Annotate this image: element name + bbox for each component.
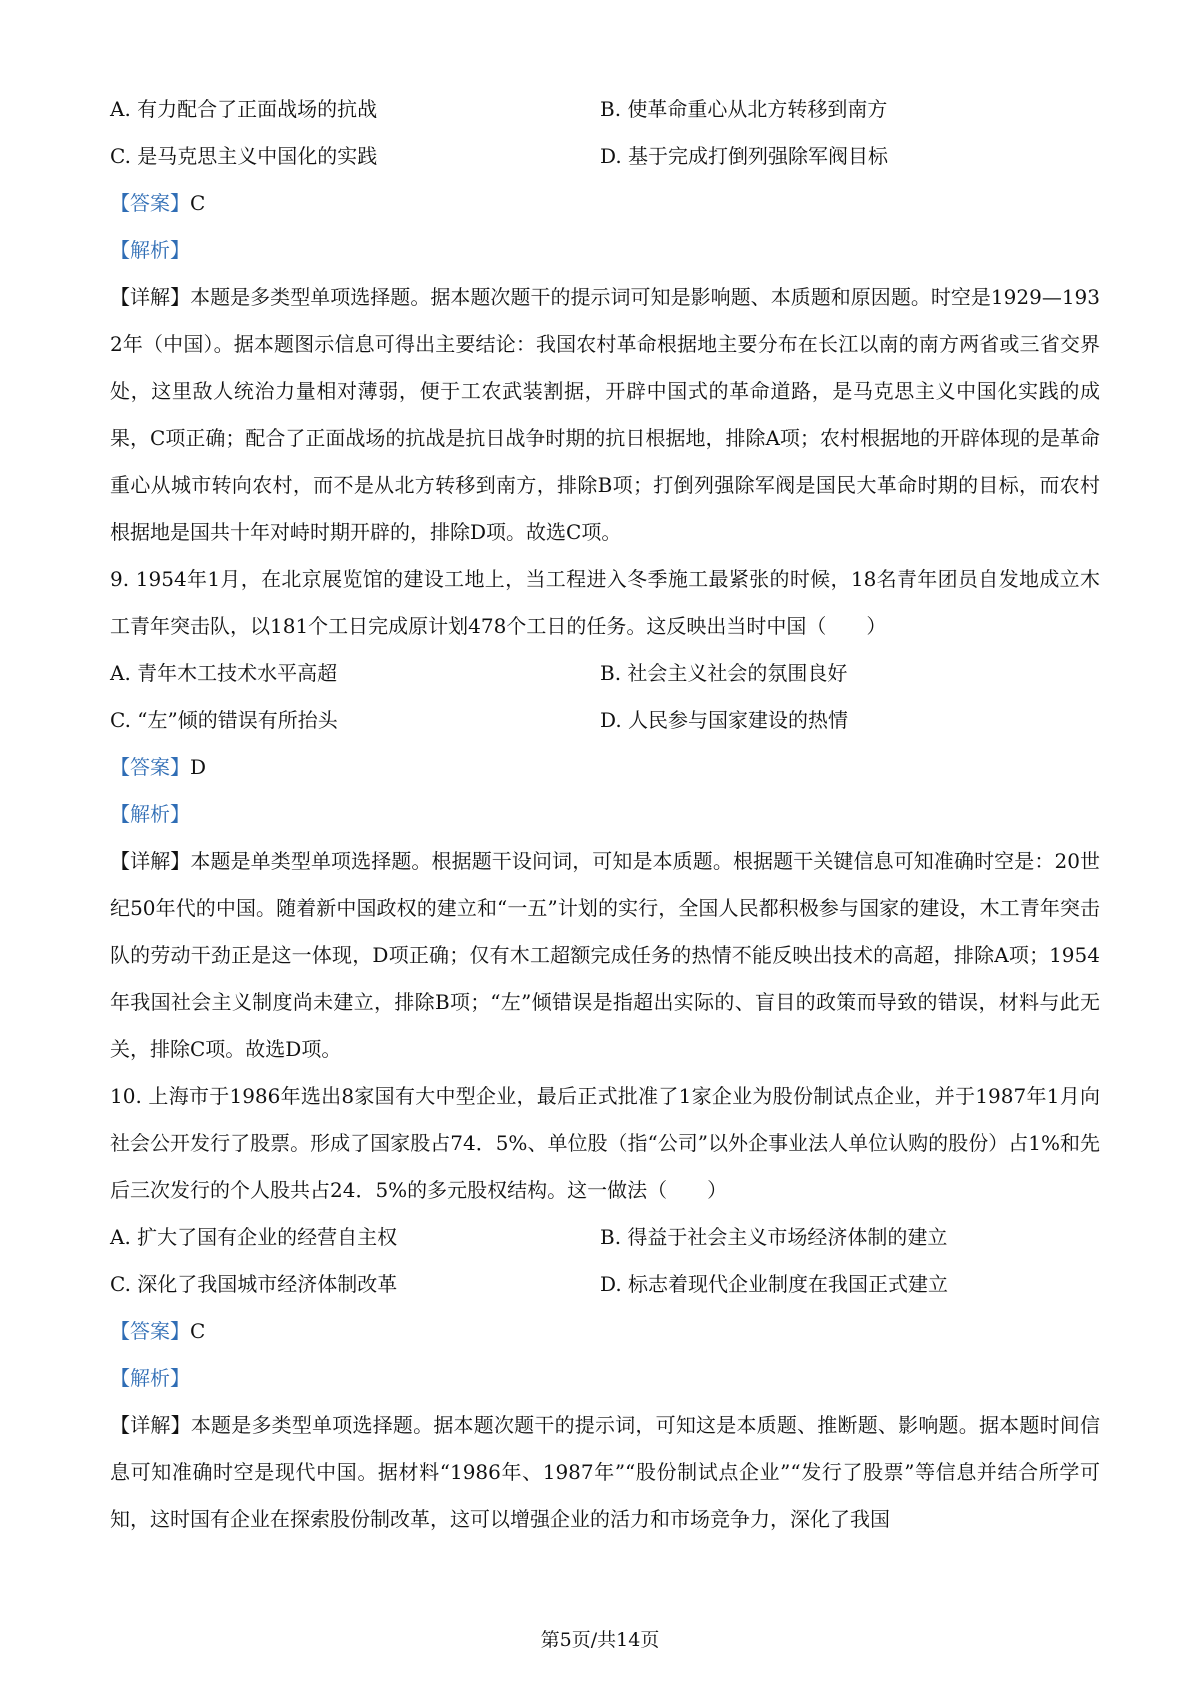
q8-options-row-2 <box>110 133 1100 180</box>
q9-detail <box>110 838 1100 1073</box>
page-number: 第5页/共14页 <box>540 1629 660 1651</box>
q9-answer-value: D <box>190 755 207 779</box>
q9-detail-text: 本题是单类型单项选择题。根据题干设问词，可知是本质题。根据题干关键信息可知准确时空是：20世纪50年代的中国。随着新中国政权的建立和“一五”计划的实行，全国人民都积极参与国家的建设，木工青年突击队的劳动干劲正是这一体现，D项正确；仅有木工超额完成任务的热情不能反映出技术的高超，排除A项；1954年我国社会主义制度尚未建立，排除B项；“左”倾错误是指超出实际的、盲目的政策而导致的错误，材料与此无关，排除C项。故选D项。 <box>110 849 1101 1061</box>
q9-detail-tag: 【详解】 <box>110 849 191 873</box>
q9-answer-tag: 【答案】 <box>110 755 190 779</box>
q10-options-row-2 <box>110 1261 1100 1308</box>
q9-analysis <box>110 791 1100 838</box>
q9-options-row-2 <box>110 697 1100 744</box>
q9-option-a: A. 青年木工技术水平高超 <box>110 661 338 685</box>
q8-detail <box>110 274 1100 556</box>
q8-detail-tag: 【详解】 <box>110 285 191 309</box>
q9-analysis-tag: 【解析】 <box>110 802 190 826</box>
q10-answer-value: C <box>190 1319 206 1343</box>
q10-answer <box>110 1308 1100 1355</box>
q10-analysis <box>110 1355 1100 1402</box>
q9-answer <box>110 744 1100 791</box>
q10-option-c: C. 深化了我国城市经济体制改革 <box>110 1272 398 1296</box>
q8-options-row-1 <box>110 86 1100 133</box>
q10-option-a: A. 扩大了国有企业的经营自主权 <box>110 1225 398 1249</box>
q8-answer <box>110 180 1100 227</box>
q10-answer-tag: 【答案】 <box>110 1319 190 1343</box>
q8-detail-text: 本题是多类型单项选择题。据本题次题干的提示词可知是影响题、本质题和原因题。时空是1929—1932年（中国）。据本题图示信息可得出主要结论：我国农村革命根据地主要分布在长江以南的南方两省或三省交界处，这里敌人统治力量相对薄弱，便于工农武装割据，开辟中国式的革命道路，是马克思主义中国化实践的成果，C项正确；配合了正面战场的抗战是抗日战争时期的抗日根据地，排除A项；农村根据地的开辟体现的是革命重心从城市转向农村，而不是从北方转移到南方，排除B项；打倒列强除军阀是国民大革命时期的目标，而农村根据地是国共十年对峙时期开辟的，排除D项。故选C项。 <box>110 285 1101 544</box>
q9-option-d: D. 人民参与国家建设的热情 <box>600 708 849 732</box>
q9-options-row-1 <box>110 650 1100 697</box>
q10-option-d: D. 标志着现代企业制度在我国正式建立 <box>600 1272 949 1296</box>
q10-options-row-1 <box>110 1214 1100 1261</box>
q8-option-b: B. 使革命重心从北方转移到南方 <box>600 97 888 121</box>
q8-answer-value: C <box>190 191 206 215</box>
q10-stem: 10. 上海市于1986年选出8家国有大中型企业，最后正式批准了1家企业为股份制试点企业，并于1987年1月向社会公开发行了股票。形成了国家股占74．5%、单位股（指“公司”以外企事业法人单位认购的股份）占1%和先后三次发行的个人股共占24．5%的多元股权结构。这一做法（ ） <box>110 1084 1100 1202</box>
q8-option-d: D. 基于完成打倒列强除军阀目标 <box>600 144 889 168</box>
q10-detail-text: 本题是多类型单项选择题。据本题次题干的提示词，可知这是本质题、推断题、影响题。据本题时间信息可知准确时空是现代中国。据材料“1986年、1987年”“股份制试点企业”“发行了股票”等信息并结合所学可知，这时国有企业在探索股份制改革，这可以增强企业的活力和市场竞争力，深化了我国 <box>110 1413 1101 1531</box>
q8-analysis <box>110 227 1100 274</box>
q9-option-c: C. “左”倾的错误有所抬头 <box>110 708 338 732</box>
document-page <box>110 86 1100 1543</box>
q9-stem: 9. 1954年1月，在北京展览馆的建设工地上，当工程进入冬季施工最紧张的时候，18名青年团员自发地成立木工青年突击队，以181个工日完成原计划478个工日的任务。这反映出当时中国（ ） <box>110 567 1100 638</box>
q10-option-b: B. 得益于社会主义市场经济体制的建立 <box>600 1225 948 1249</box>
q8-answer-tag: 【答案】 <box>110 191 190 215</box>
q8-option-a: A. 有力配合了正面战场的抗战 <box>110 97 378 121</box>
q9-option-b: B. 社会主义社会的氛围良好 <box>600 661 848 685</box>
q10-detail <box>110 1402 1100 1543</box>
q8-option-c: C. 是马克思主义中国化的实践 <box>110 144 378 168</box>
q10-detail-tag: 【详解】 <box>110 1413 191 1437</box>
q8-analysis-tag: 【解析】 <box>110 238 190 262</box>
q10-analysis-tag: 【解析】 <box>110 1366 190 1390</box>
